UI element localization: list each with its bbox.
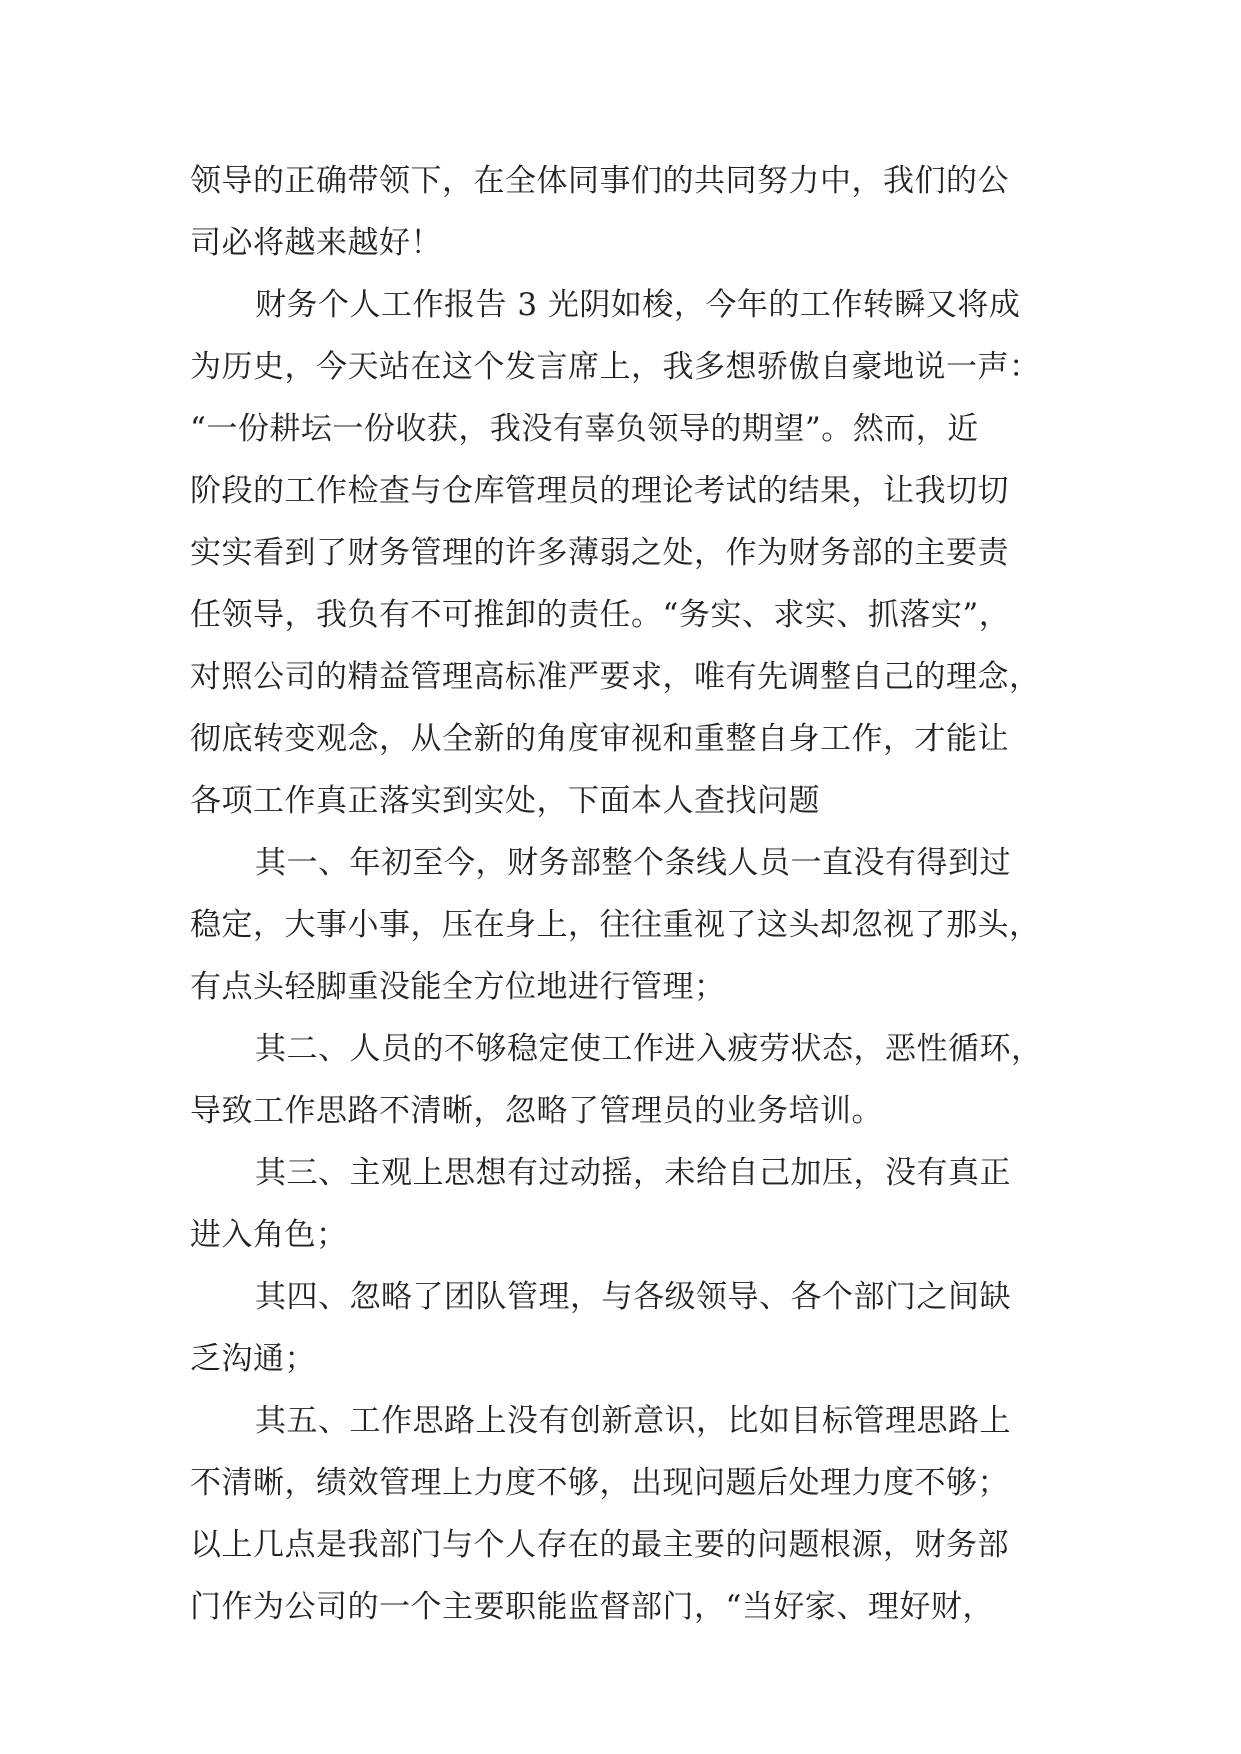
paragraph-start-line: 财务个人工作报告 3 光阴如梭，今年的工作转瞬又将成 bbox=[255, 287, 1021, 323]
text-line: 以上几点是我部门与个人存在的最主要的问题根源，财务部 bbox=[190, 1527, 1009, 1563]
paragraph-start-line: 其二、人员的不够稳定使工作进入疲劳状态，恶性循环， bbox=[255, 1031, 1043, 1067]
text-line: 乏沟通； bbox=[190, 1341, 316, 1377]
paragraph-start-line: 其三、主观上思想有过动摇，未给自己加压，没有真正 bbox=[255, 1155, 1011, 1191]
text-line: 不清晰，绩效管理上力度不够，出现问题后处理力度不够； bbox=[190, 1465, 1009, 1501]
text-line: 门作为公司的一个主要职能监督部门，“当好家、理好财， bbox=[190, 1589, 994, 1625]
paragraph-start-line: 其四、忽略了团队管理，与各级领导、各个部门之间缺 bbox=[255, 1279, 1011, 1315]
text-line: 导致工作思路不清晰，忽略了管理员的业务培训。 bbox=[190, 1093, 883, 1129]
text-line: 稳定，大事小事，压在身上，往往重视了这头却忽视了那头， bbox=[190, 907, 1041, 943]
text-line: “一份耕坛一份收获，我没有辜负领导的期望”。然而，近 bbox=[190, 411, 979, 447]
text-line: 实实看到了财务管理的许多薄弱之处，作为财务部的主要责 bbox=[190, 535, 1009, 571]
paragraph-start-line: 其一、年初至今，财务部整个条线人员一直没有得到过 bbox=[255, 845, 1011, 881]
text-line: 彻底转变观念，从全新的角度审视和重整自身工作，才能让 bbox=[190, 721, 1009, 757]
text-line: 任领导，我负有不可推卸的责任。“务实、求实、抓落实”， bbox=[190, 597, 1011, 633]
text-line: 对照公司的精益管理高标准严要求，唯有先调整自己的理念， bbox=[190, 659, 1041, 695]
text-line: 阶段的工作检查与仓库管理员的理论考试的结果，让我切切 bbox=[190, 473, 1009, 509]
text-line: 进入角色； bbox=[190, 1217, 348, 1253]
text-line: 各项工作真正落实到实处，下面本人查找问题 bbox=[190, 783, 820, 819]
text-line: 领导的正确带领下，在全体同事们的共同努力中，我们的公 bbox=[190, 163, 1009, 199]
paragraph-start-line: 其五、工作思路上没有创新意识，比如目标管理思路上 bbox=[255, 1403, 1011, 1439]
text-line: 有点头轻脚重没能全方位地进行管理； bbox=[190, 969, 726, 1005]
text-line: 司必将越来越好！ bbox=[190, 225, 442, 261]
text-line: 为历史，今天站在这个发言席上，我多想骄傲自豪地说一声： bbox=[190, 349, 1041, 385]
body-text bbox=[190, 150, 1060, 1638]
